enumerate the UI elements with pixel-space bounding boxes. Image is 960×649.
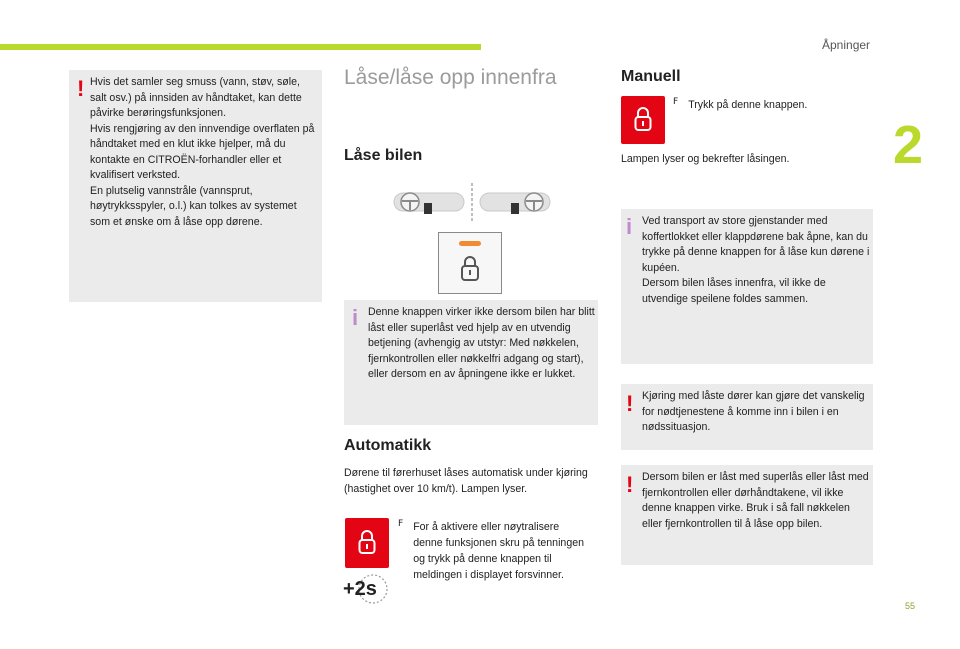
timer-icon [343, 572, 389, 606]
info-text: Ved transport av store gjenstander med koffertlokket eller klappdørene bak åpne, kan du trykke på denne knappen for å låse kun dørene i kupéen. Dersom bilen låses innenfra, vil ikke de utvendige speilene foldes sammen. [642, 215, 870, 305]
auto-bullet-text: For å aktivere eller nøytralisere denne funksjonen skru på tenningen og trykk på denne knappen til meldingen i displayet forsvinner. [413, 521, 584, 581]
auto-heading: Automatikk [344, 437, 432, 454]
chapter-number: 2 [893, 115, 924, 175]
bullet-marker: F [398, 519, 404, 529]
padlock-icon [460, 255, 480, 281]
auto-bullet [398, 519, 598, 583]
padlock-icon [358, 530, 376, 554]
lock-button-icon [345, 518, 389, 568]
warning-icon: ! [77, 76, 85, 101]
lock-heading: Låse bilen [344, 147, 423, 164]
info-box-lock [344, 300, 598, 425]
lock-button-icon [621, 96, 665, 144]
lock-button-illustration [438, 232, 502, 294]
warning-text: Kjøring med låste dører kan gjøre det vanskelig for nødtjenestene å komme inn i bilen i en nødssituasjon. [642, 390, 865, 433]
section-name: Åpninger [822, 38, 871, 52]
warning-icon: ! [626, 391, 634, 416]
bullet-marker: F [673, 97, 679, 107]
warning-text: Hvis det samler seg smuss (vann, støv, søle, salt osv.) på innsiden av håndtaket, kan dette påvirke berøringsfunksjonen. Hvis rengjøring av den innvendige overflaten på håndtaket med en klut ikke hjelper, må du kontakte en CITROËN-forhandler eller et kvalifisert verksted. En plutselig vannstråle (vannsprut, høytrykksspyler, o.l.) kan tolkes av systemet som et ønske om å låse opp dørene. [90, 76, 315, 228]
manual-bullet-text: Trykk på denne knappen. [688, 99, 808, 111]
info-text: Denne knappen virker ikke dersom bilen har blitt låst eller superlåst ved hjelp av en utvendig betjening (avhengig av utstyr: Med nøkkelen, fjernkontrollen eller nøkkelfri adgang og start), eller dersom en av åpningene ikke er lukket. [368, 306, 595, 380]
indicator-lamp [459, 241, 481, 246]
warning-box-handle [69, 70, 322, 302]
padlock-icon [634, 107, 652, 131]
header-accent-bar [0, 44, 481, 50]
warning-box-superlock [621, 465, 873, 565]
timer-label: +2s [343, 578, 377, 600]
info-box-transport [621, 209, 873, 364]
door-handles-illustration [392, 183, 552, 223]
warning-box-emergency [621, 384, 873, 450]
warning-icon: ! [626, 472, 634, 497]
page-title: Låse/låse opp innenfra [344, 66, 557, 89]
manual-bullet [673, 97, 873, 113]
warning-text: Dersom bilen er låst med superlås eller låst med fjernkontrollen eller dørhåndtakene, vil ikke denne knappen virke. Bruk i så fall nøkkelen eller fjernkontrollen til å låse opp bilen. [642, 471, 869, 530]
info-icon: i [626, 214, 633, 239]
auto-text: Dørene til førerhuset låses automatisk under kjøring (hastighet over 10 km/t). Lampen lyser. [344, 467, 588, 495]
page-number: 55 [905, 601, 916, 611]
manual-text: Lampen lyser og bekrefter låsingen. [621, 153, 790, 165]
manual-heading: Manuell [621, 68, 681, 85]
info-icon: i [352, 305, 359, 330]
